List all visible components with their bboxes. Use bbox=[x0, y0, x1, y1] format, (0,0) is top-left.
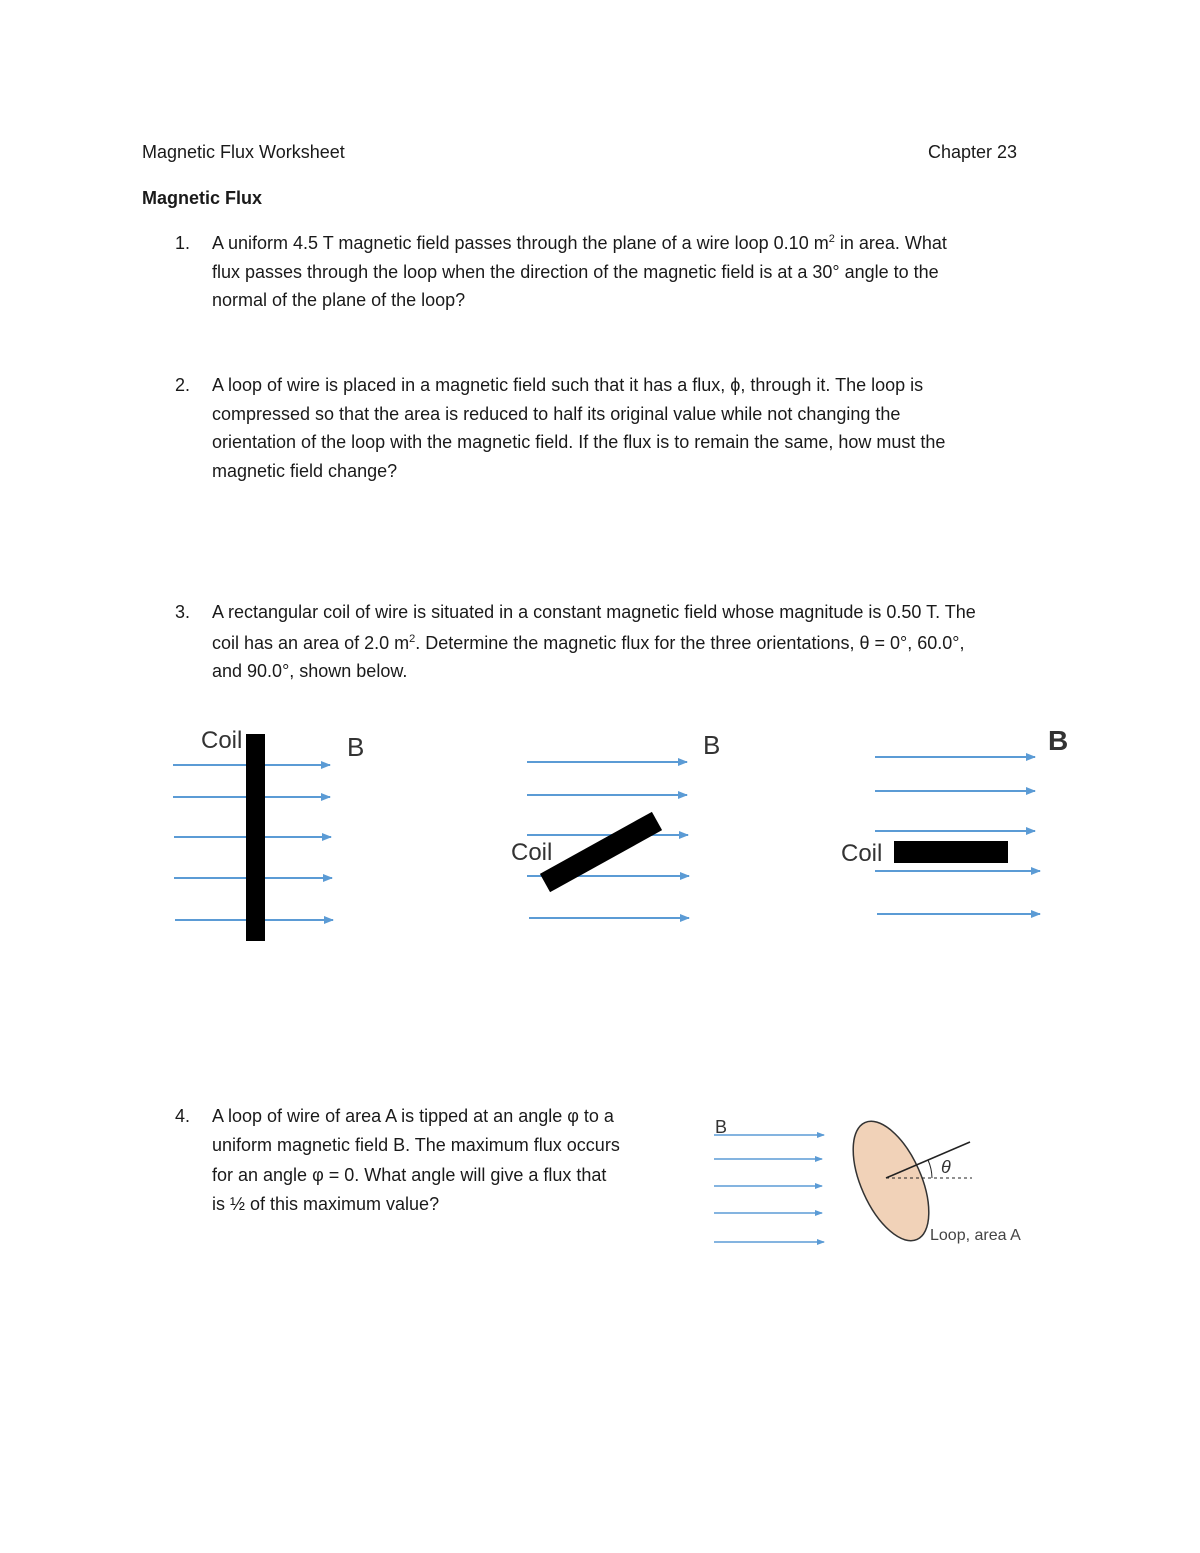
question-line: coil has an area of 2.0 $m^2$. Determine the magnetic flux for the three orientations, θ = 0°, 60.0°, bbox=[212, 632, 965, 653]
question-line: A loop of wire is placed in a magnetic field such that it has a flux, ϕ, through it. The loop is bbox=[212, 375, 924, 395]
field-lines bbox=[875, 757, 1040, 914]
question-line: flux passes through the loop when the direction of the magnetic field is at a 30° angle to the bbox=[212, 261, 939, 282]
chapter-label: Chapter 23 bbox=[928, 142, 1018, 162]
coil-bar bbox=[545, 821, 657, 883]
coil-diagram-90deg bbox=[835, 720, 1075, 940]
coil-diagram-0deg bbox=[165, 720, 385, 950]
question-line: A rectangular coil of wire is situated in a constant magnetic field whose magnitude is 0.50 T. The bbox=[212, 602, 976, 622]
field-label: B bbox=[715, 1117, 728, 1137]
coil-label: Coil bbox=[511, 839, 553, 866]
coil-label: Coil bbox=[201, 727, 243, 754]
question-line: A loop of wire of area A is tipped at an angle φ to a bbox=[212, 1106, 614, 1126]
question-line: compressed so that the area is reduced to half its original value while not changing the bbox=[212, 403, 901, 424]
loop-label: Loop, area A bbox=[930, 1227, 1021, 1244]
field-label: B bbox=[703, 730, 721, 760]
angle-arc bbox=[928, 1160, 932, 1178]
question-number: 3. bbox=[175, 602, 191, 622]
tipped-loop-diagram bbox=[700, 1105, 1040, 1255]
question-line: magnetic field change? bbox=[212, 460, 398, 481]
question-line: A uniform 4.5 T magnetic field passes through the plane of a wire loop 0.10 $m^2$ in area. What bbox=[212, 233, 947, 253]
field-label: B bbox=[347, 732, 365, 762]
question-number: 4. bbox=[175, 1106, 191, 1126]
coil-bar bbox=[894, 841, 1008, 863]
field-label: B bbox=[1048, 725, 1069, 756]
loop-disc bbox=[838, 1110, 945, 1251]
field-lines bbox=[714, 1135, 824, 1242]
coil-diagram-60deg bbox=[505, 720, 735, 940]
coil-bar bbox=[246, 734, 265, 941]
coil-label: Coil bbox=[841, 840, 883, 867]
question-line: for an angle φ = 0. What angle will give a flux that bbox=[212, 1165, 607, 1185]
question-line: normal of the plane of the loop? bbox=[212, 290, 466, 310]
question-line: and 90.0°, shown below. bbox=[212, 661, 408, 681]
section-title: Magnetic Flux bbox=[142, 188, 263, 208]
question-line: orientation of the loop with the magnetic field. If the flux is to remain the same, how must the bbox=[212, 432, 946, 452]
worksheet-title: Magnetic Flux Worksheet bbox=[142, 142, 345, 162]
angle-label: θ bbox=[941, 1157, 951, 1177]
question-number: 1. bbox=[175, 233, 191, 253]
question-line: is ½ of this maximum value? bbox=[212, 1193, 440, 1214]
question-number: 2. bbox=[175, 375, 191, 395]
question-line: uniform magnetic field B. The maximum flux occurs bbox=[212, 1134, 620, 1155]
